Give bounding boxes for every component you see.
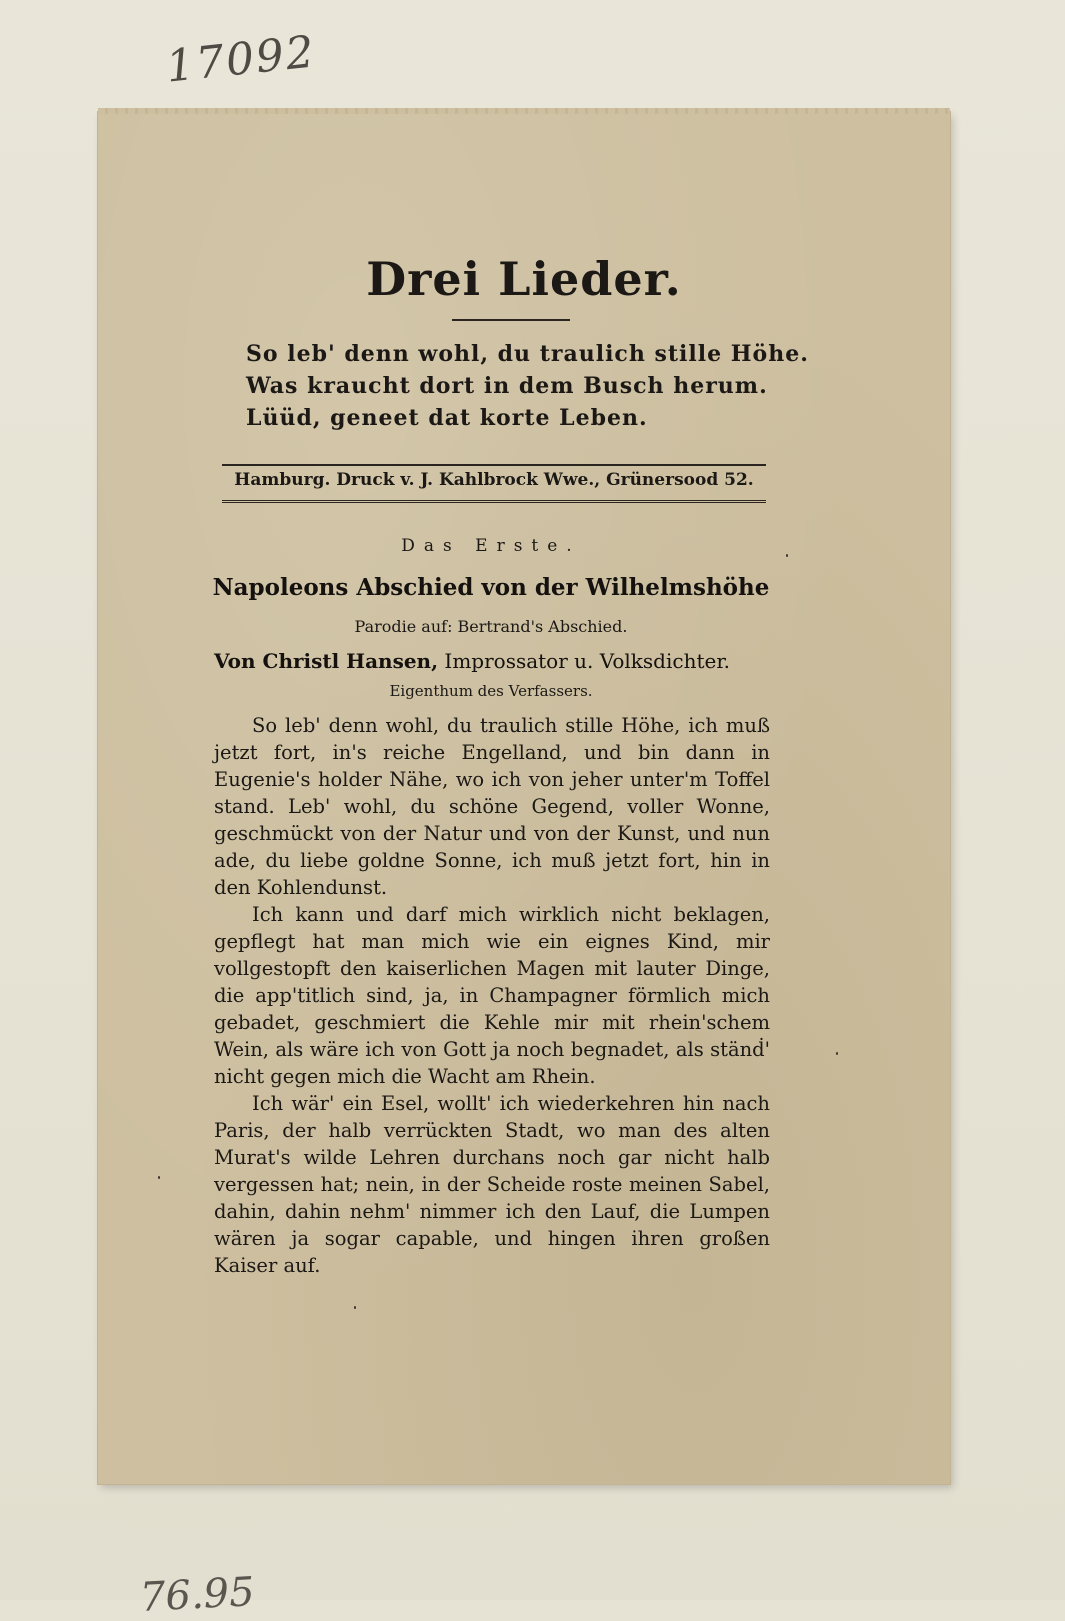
contents-item: Was kraucht dort in dem Busch herum. bbox=[246, 373, 768, 399]
imprint-rule-top bbox=[222, 464, 766, 466]
author-name: Von Christl Hansen, bbox=[214, 649, 439, 673]
stanza: Ich wär' ein Esel, wollt' ich wiederkehren hin nach Paris, der halb verrückten Stadt, wo man des alten Murat's wilde Lehren durchans noch gar nicht halb vergessen hat; nein, in der Scheide roste meinen Sabel, dahin, dahin nehm' nimmer ich den Lauf, die Lumpen wären ja sogar capable, und hingen ihren großen Kaiser auf. bbox=[214, 1092, 770, 1277]
contents-list bbox=[246, 338, 809, 434]
song-title: Napoleons Abschied von der Wilhelmshöhe bbox=[212, 574, 770, 601]
song-body bbox=[214, 712, 770, 1279]
stanza: Ich kann und darf mich wirklich nicht beklagen, gepflegt hat man mich wie ein eignes Kind, mir vollgestopft den kaiserlichen Magen mit lauter Dinge, die app'titlich sind, ja, in Champagner förmlich mich gebadet, geschmiert die Kehle mir mit rhein'schem Wein, als wäre ich von Gott ja noch begnadet, als stänḋ' nicht gegen mich die Wacht am Rhein. bbox=[214, 903, 770, 1088]
printed-leaflet bbox=[98, 112, 950, 1484]
torn-top-edge bbox=[98, 108, 950, 114]
bottom-annotation: 76.95 bbox=[138, 1569, 256, 1621]
paper-speck bbox=[786, 554, 788, 557]
contents-item: So leb' denn wohl, du traulich stille Höhe. bbox=[246, 341, 809, 367]
author-line bbox=[214, 649, 774, 673]
printer-imprint: Hamburg. Druck v. J. Kahlbrock Wwe., Grünersood 52. bbox=[234, 470, 754, 490]
title-divider bbox=[452, 319, 570, 321]
paper-speck bbox=[836, 1052, 838, 1055]
leaflet-title: Drei Lieder. bbox=[366, 252, 682, 306]
paper-speck bbox=[354, 1306, 356, 1309]
stanza: So leb' denn wohl, du traulich stille Höhe, ich muß jetzt fort, in's reiche Engelland, und bin dann in Eugenie's holder Nähe, wo ich von jeher unter'm Toffel stand. Leb' wohl, du schöne Gegend, voller Wonne, geschmückt von der Natur und von der Kunst, und nun ade, du liebe goldne Sonne, ich muß jetzt fort, hin in den Kohlendunst. bbox=[214, 714, 770, 899]
paper-speck bbox=[158, 1176, 160, 1179]
imprint-rule-bottom bbox=[222, 500, 766, 503]
song-subtitle: Parodie auf: Bertrand's Abschied. bbox=[354, 617, 628, 636]
ownership-note: Eigenthum des Verfassers. bbox=[389, 682, 593, 700]
section-label: Das Erste. bbox=[401, 536, 581, 556]
contents-item: Lüüd, geneet dat korte Leben. bbox=[246, 405, 648, 431]
catalog-number-annotation: 17092 bbox=[163, 26, 319, 93]
author-role: Improssator u. Volksdichter. bbox=[444, 649, 731, 673]
